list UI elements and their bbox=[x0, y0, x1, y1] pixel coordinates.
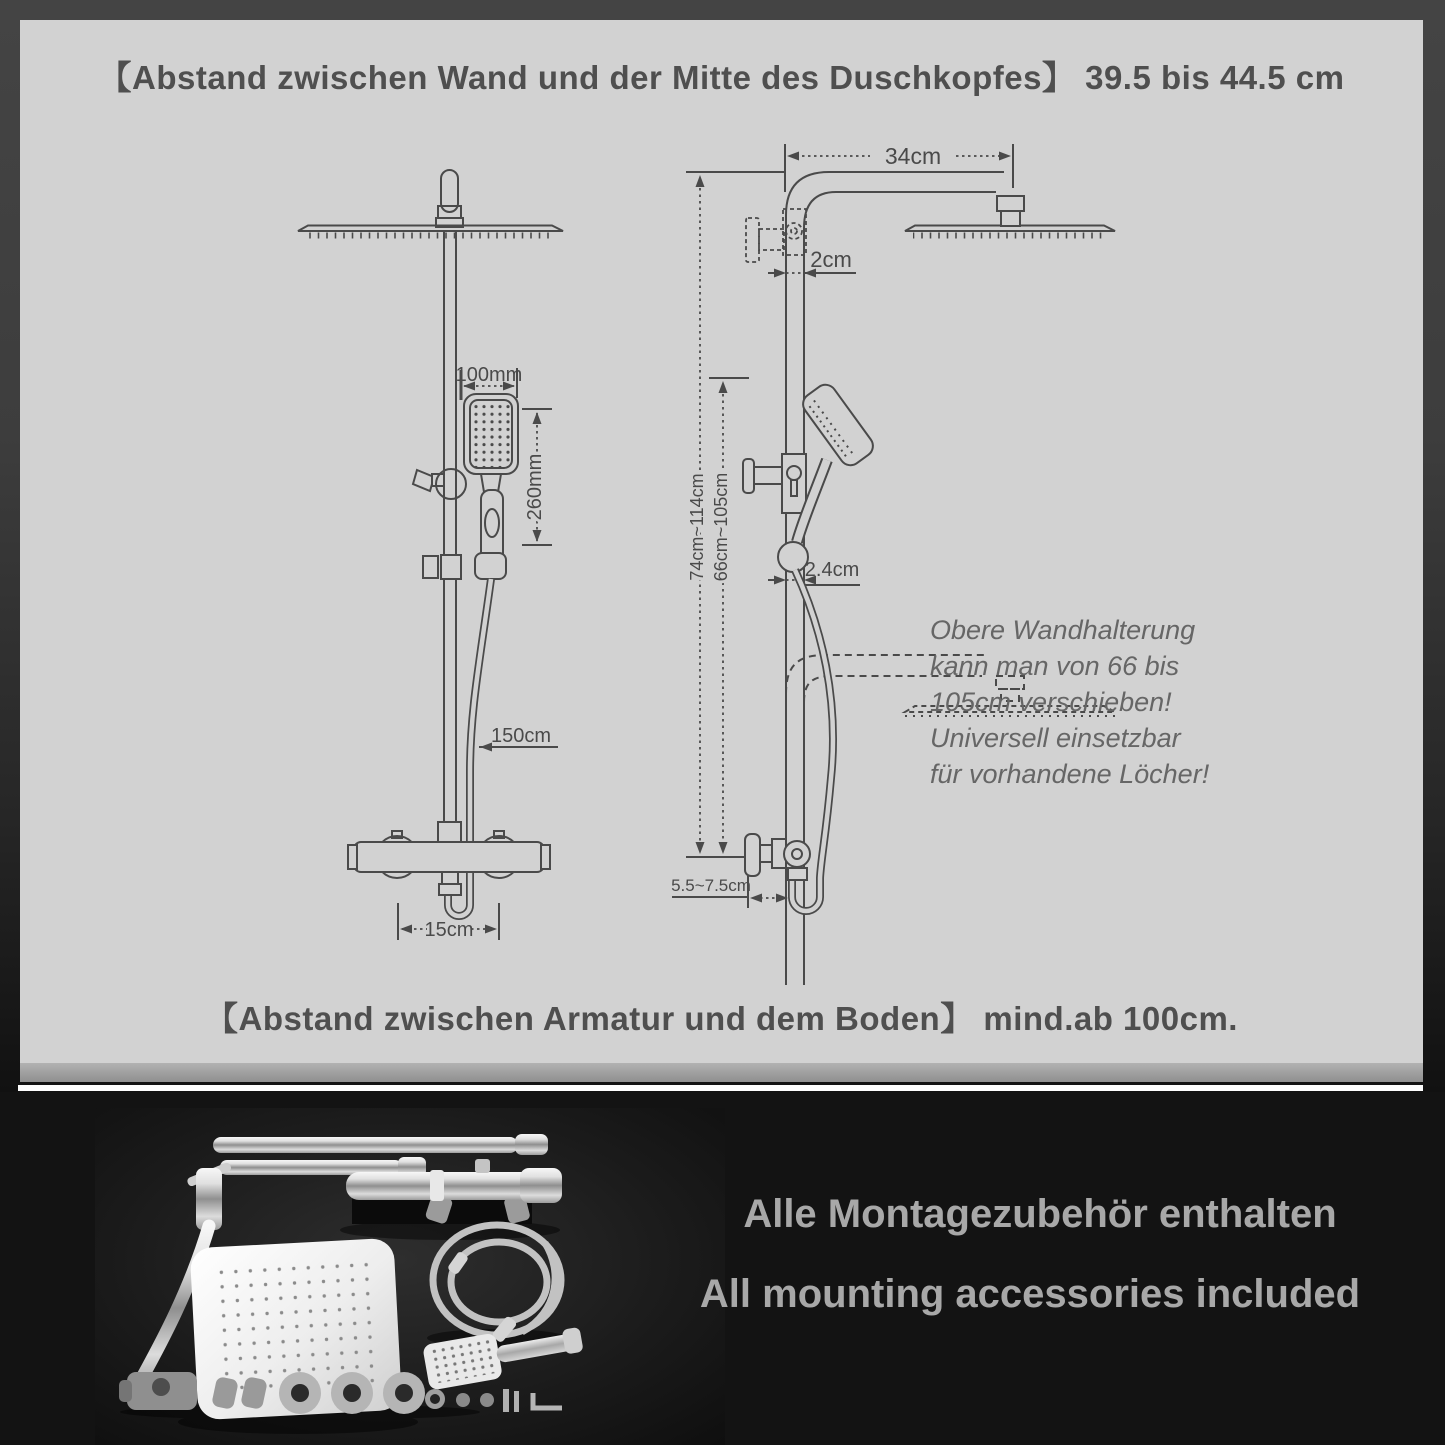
dim-label-hand-length: 260mm bbox=[524, 453, 546, 521]
thermostatic-valve-front bbox=[348, 822, 550, 895]
title-bottom: 【Abstand zwischen Armatur und dem Boden】 mind.ab 100cm. bbox=[205, 1000, 1238, 1037]
note-line: Obere Wandhalterung bbox=[930, 615, 1196, 645]
rain-head-side2 bbox=[905, 196, 1115, 239]
dim-label-bracket-height: 66cm~105cm bbox=[711, 472, 731, 582]
dim-label-slider: 2.4cm bbox=[804, 559, 860, 581]
side-view-diagram bbox=[672, 144, 1115, 985]
slider-knob bbox=[778, 542, 808, 572]
dim-label-faucet-spacing: 15cm bbox=[424, 919, 474, 941]
shower-dimension-diagram bbox=[20, 20, 1423, 1063]
footer-text-german: Alle Montagezubehör enthalten bbox=[743, 1192, 1337, 1236]
upper-wall-bracket-ghost bbox=[746, 209, 806, 262]
footer-text-english: All mounting accessories included bbox=[699, 1272, 1361, 1316]
rain-head-side bbox=[298, 226, 563, 239]
dim-label-hose: 150cm bbox=[490, 725, 552, 747]
white-divider-line bbox=[18, 1085, 1423, 1091]
title-top: 【Abstand zwischen Wand und der Mitte des Duschkopfes】 39.5 bis 44.5 cm bbox=[98, 59, 1345, 96]
hand-shower-side bbox=[797, 380, 877, 542]
dim-label-wall-distance: 5.5~7.5cm bbox=[671, 876, 751, 895]
note-line: kann man von 66 bis bbox=[930, 651, 1180, 681]
slide-holder bbox=[423, 553, 506, 579]
bottom-wall-valve bbox=[745, 834, 810, 880]
front-view-diagram bbox=[298, 170, 563, 940]
note-line: 105cm verschieben! bbox=[930, 687, 1172, 717]
dim-label-total-height: 74cm~114cm bbox=[687, 473, 707, 581]
dim-label-arm-reach: 34cm bbox=[884, 143, 942, 169]
diverter-lever bbox=[413, 469, 466, 499]
dim-label-pipe-offset: 2cm bbox=[810, 247, 852, 272]
adjustability-note bbox=[930, 612, 1230, 792]
riser-pipe bbox=[444, 231, 456, 822]
note-line: Universell einsetzbar bbox=[930, 723, 1181, 753]
top-connector bbox=[436, 170, 463, 227]
note-line: für vorhandene Löcher! bbox=[930, 759, 1210, 789]
hand-shower-front bbox=[464, 394, 518, 566]
panel-bottom-edge bbox=[20, 1063, 1423, 1082]
sliding-wall-bracket bbox=[743, 454, 806, 513]
dim-label-hand-width: 100mm bbox=[455, 364, 523, 386]
